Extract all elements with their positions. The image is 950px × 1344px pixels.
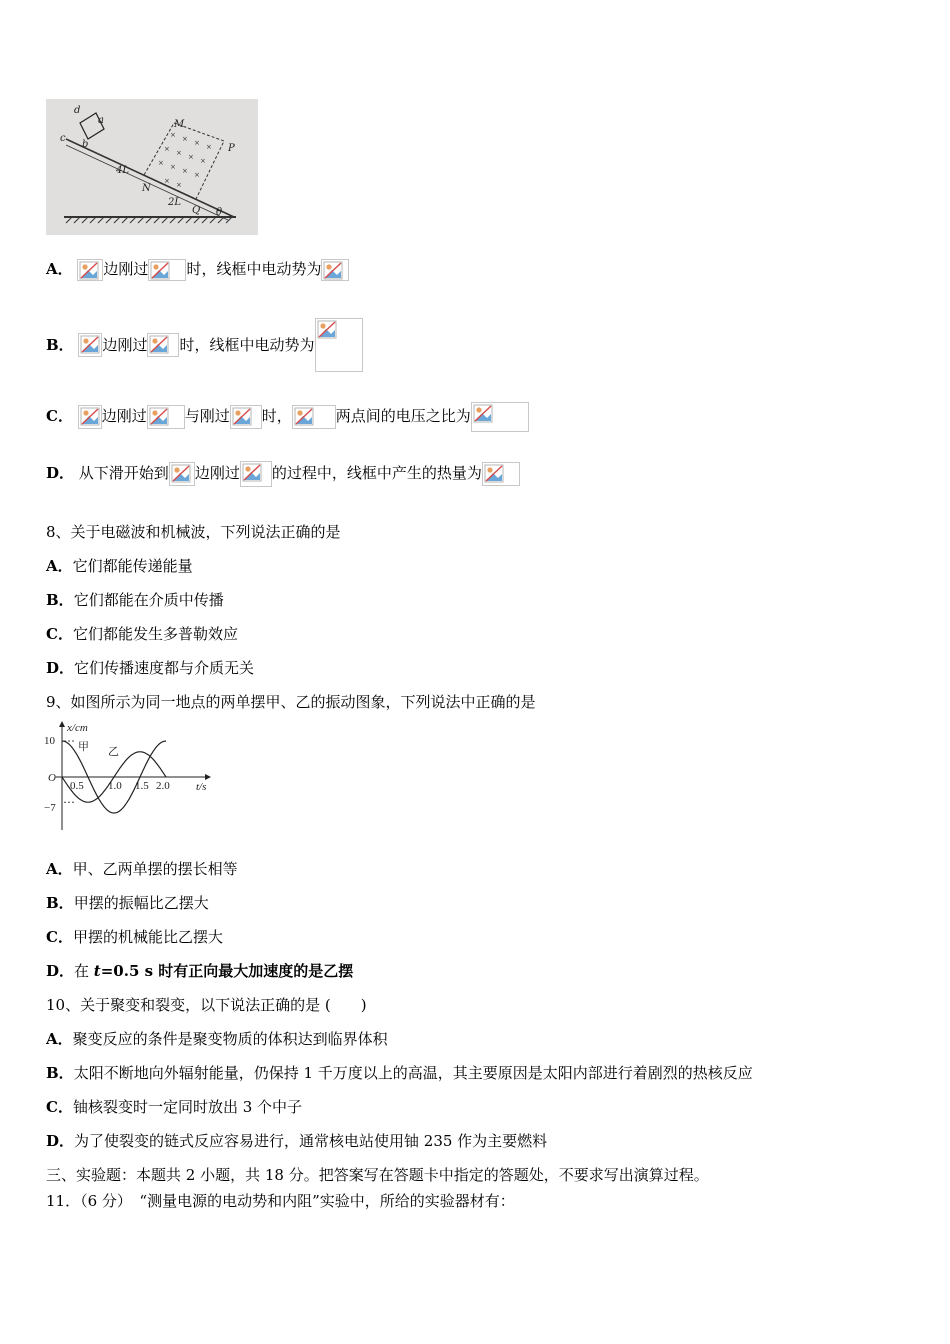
svg-text:×: × [170,131,176,139]
x-axis-label: t/s [196,781,207,793]
q9-option-d: D．在 t=0.5 s 时有正向最大加速度的是乙摆 [46,962,354,980]
q8-option-d: D．它们传播速度都与介质无关 [46,659,255,677]
svg-text:×: × [176,181,182,189]
broken-image-icon [471,402,529,432]
x-tick-3: 1.5 [135,780,149,792]
q7-option-a: A． 边刚过 时，线框中电动势为 [46,259,349,281]
svg-text:×: × [182,135,188,143]
broken-image-icon [315,318,363,372]
y-tick-bottom: −7 [44,802,56,814]
q7-option-d: D． 从下滑开始到 边刚过 的过程中，线框中产生的热量为 [46,461,520,487]
q8-stem: 8、关于电磁波和机械波，下列说法正确的是 [46,523,341,541]
label-d: d [74,105,81,116]
svg-text:×: × [182,167,188,175]
q7-option-b: B． 边刚过 时，线框中电动势为 [46,318,363,372]
broken-image-icon [169,462,195,486]
series-label-yi: 乙 [108,746,119,758]
section-3-heading: 三、实验题：本题共 2 小题，共 18 分。把答案写在答题卡中指定的答题处，不要求写出演算过程。 [46,1166,709,1184]
broken-image-icon [148,259,186,281]
label-b: b [82,139,89,150]
y-axis-label: x/cm [67,722,88,734]
label-q: Q [192,205,201,216]
label-theta: θ [216,207,223,218]
label-p: P [228,143,235,154]
broken-image-icon [147,333,179,357]
broken-image-icon [147,405,185,429]
broken-image-icon [78,405,102,429]
q8-option-a: A．它们都能传递能量 [46,557,193,575]
q9-option-b: B．甲摆的振幅比乙摆大 [46,894,209,912]
svg-text:×: × [158,159,164,167]
svg-text:×: × [200,157,206,165]
broken-image-icon [77,259,103,281]
x-tick-2: 1.0 [108,780,122,792]
broken-image-icon [292,405,336,429]
label-n: N [142,183,151,194]
label-4l: 4L [116,165,130,176]
svg-text:×: × [170,163,176,171]
svg-text:×: × [194,139,200,147]
label-m: M [174,119,185,130]
q8-option-b: B．它们都能在介质中传播 [46,591,224,609]
q10-stem: 10、关于聚变和裂变，以下说法正确的是 ( ) [46,996,367,1014]
q10-option-b: B．太阳不断地向外辐射能量，仍保持 1 千万度以上的高温，其主要原因是太阳内部进行着剧烈的热核反应 [46,1064,753,1082]
x-tick-1: 0.5 [70,780,84,792]
svg-text:×: × [206,143,212,151]
label-c: c [60,133,66,144]
vibration-graph [44,718,216,833]
q10-option-c: C．铀核裂变时一定同时放出 3 个中子 [46,1098,303,1116]
q9-option-a: A．甲、乙两单摆的摆长相等 [46,860,238,878]
q10-option-a: A．聚变反应的条件是聚变物质的体积达到临界体积 [46,1030,388,1048]
x-tick-4: 2.0 [156,780,170,792]
q9-option-c: C．甲摆的机械能比乙摆大 [46,928,223,946]
svg-text:×: × [164,177,170,185]
broken-image-icon [78,333,102,357]
q8-option-c: C．它们都能发生多普勒效应 [46,625,238,643]
broken-image-icon [482,462,520,486]
broken-image-icon [230,405,262,429]
origin-label: O [48,772,56,784]
label-2l: 2L [168,197,182,208]
svg-text:×: × [164,145,170,153]
broken-image-icon [240,461,272,487]
q11-stem: 11．（6 分） “测量电源的电动势和内阻”实验中，所给的实验器材有： [46,1192,515,1210]
q9-stem: 9、如图所示为同一地点的两单摆甲、乙的振动图象，下列说法中正确的是 [46,693,536,711]
y-tick-top: 10 [44,735,55,747]
incline-figure [46,99,258,235]
svg-text:×: × [176,149,182,157]
series-label-jia: 甲 [78,741,89,753]
svg-text:×: × [194,171,200,179]
label-a: a [98,115,104,126]
svg-text:×: × [188,153,194,161]
q10-option-d: D．为了使裂变的链式反应容易进行，通常核电站使用铀 235 作为主要燃料 [46,1132,548,1150]
broken-image-icon [321,259,349,281]
q7-option-c: C． 边刚过 与刚过 时， 两点间的电压之比为 [46,402,529,432]
